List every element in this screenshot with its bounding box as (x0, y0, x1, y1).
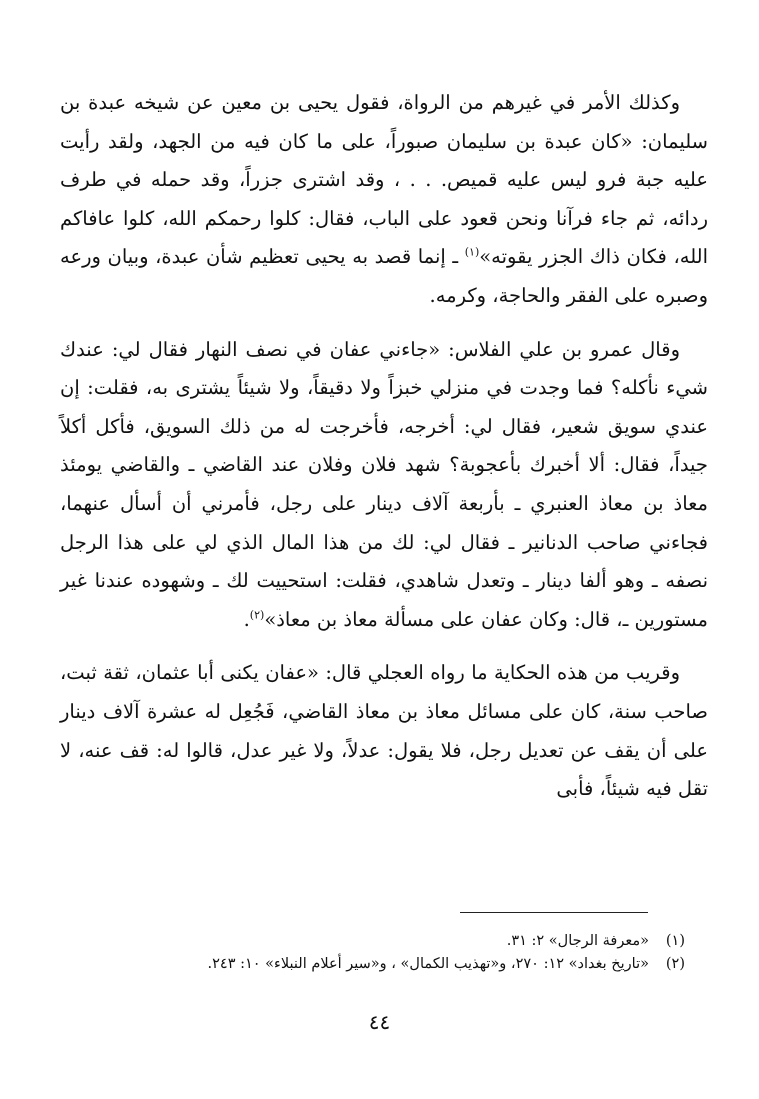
page-number: ٤٤ (368, 1010, 391, 1034)
footnote-1 (45, 930, 685, 953)
footnote-2 (45, 953, 685, 976)
footnote-2-number: (٢) (665, 956, 685, 972)
page-body (60, 84, 708, 809)
paragraph-1-text: وكذلك الأمر في غيرهم من الرواة، فقول يحيى بن معين عن شيخه عبدة بن سليمان: «كان عبدة بن سليمان صبوراً، على ما كان فيه من الجهد، ولقد رأيت عليه جبة فرو ليس عليه قميص. . . ، وقد اشترى جزراً، وقد حمله في طرف ردائه، ثم جاء فرآنا ونحن قعود على الباب، فقال: كلوا رحمكم الله، كلوا عافاكم الله، فكان ذاك الجزر يقوته» (60, 91, 709, 269)
footnote-divider (460, 912, 648, 913)
paragraph-2 (60, 331, 708, 640)
paragraph-3-text: وقريب من هذه الحكاية ما رواه العجلي قال: «عفان يكنى أبا عثمان، ثقة ثبت، صاحب سنة، كان على مسائل معاذ بن معاذ القاضي، فَجُعِل له عشرة آلاف دينار على أن يقف عن تعديل رجل، فلا يقول: عدلاً، ولا غير عدل، قالوا له: قف عنه، لا تقل فيه شيئاً، فأبى (60, 661, 708, 801)
paragraph-1 (60, 84, 708, 316)
footnote-ref-2[interactable]: (٢) (249, 608, 265, 622)
paragraph-2-text: وقال عمرو بن علي الفلاس: «جاءني عفان في نصف النهار فقال لي: عندك شيء نأكله؟ فما وجدت في منزلي خبزاً ولا دقيقاً، ولا شيئاً يشترى به، فقلت: إن عندي سويق شعير، فقال لي: أخرجه، فأخرجت له من ذلك السويق، فأكل أكلاً جيداً، فقال: ألا أخبرك بأعجوبة؟ شهد فلان وفلان عند القاضي ـ والقاضي يومئذ معاذ بن معاذ العنبري ـ بأربعة آلاف دينار على رجل، فأمرني أن أسأل عنهما، فجاءني صاحب الدنانير ـ فقال لي: لك من هذا المال الذي لي على هذا الرجل نصفه ـ وهو ألفا دينار ـ وتعدل شاهدي، فقلت: استحييت لك ـ وشهوده عندنا غير مستورين ـ، قال: وكان عفان على مسألة معاذ بن معاذ» (60, 337, 708, 631)
footnote-2-text: «تاريخ بغداد» ١٢: ٢٧٠، و«تهذيب الكمال» ، و«سير أعلام النبلاء» ١٠: ٢٤٣. (207, 956, 649, 972)
footnote-1-number: (١) (665, 933, 685, 949)
paragraph-1-tail: ـ إنما قصد به يحيى تعظيم شأن عبدة، وبيان ورعه وصبره على الفقر والحاجة، وكرمه. (60, 245, 708, 307)
paragraph-3 (60, 654, 708, 808)
footnotes (45, 930, 685, 976)
footnote-ref-1[interactable]: (١) (464, 245, 480, 259)
footnote-1-text: «معرفة الرجال» ٢: ٣١. (506, 933, 649, 949)
paragraph-2-tail: . (243, 607, 250, 631)
